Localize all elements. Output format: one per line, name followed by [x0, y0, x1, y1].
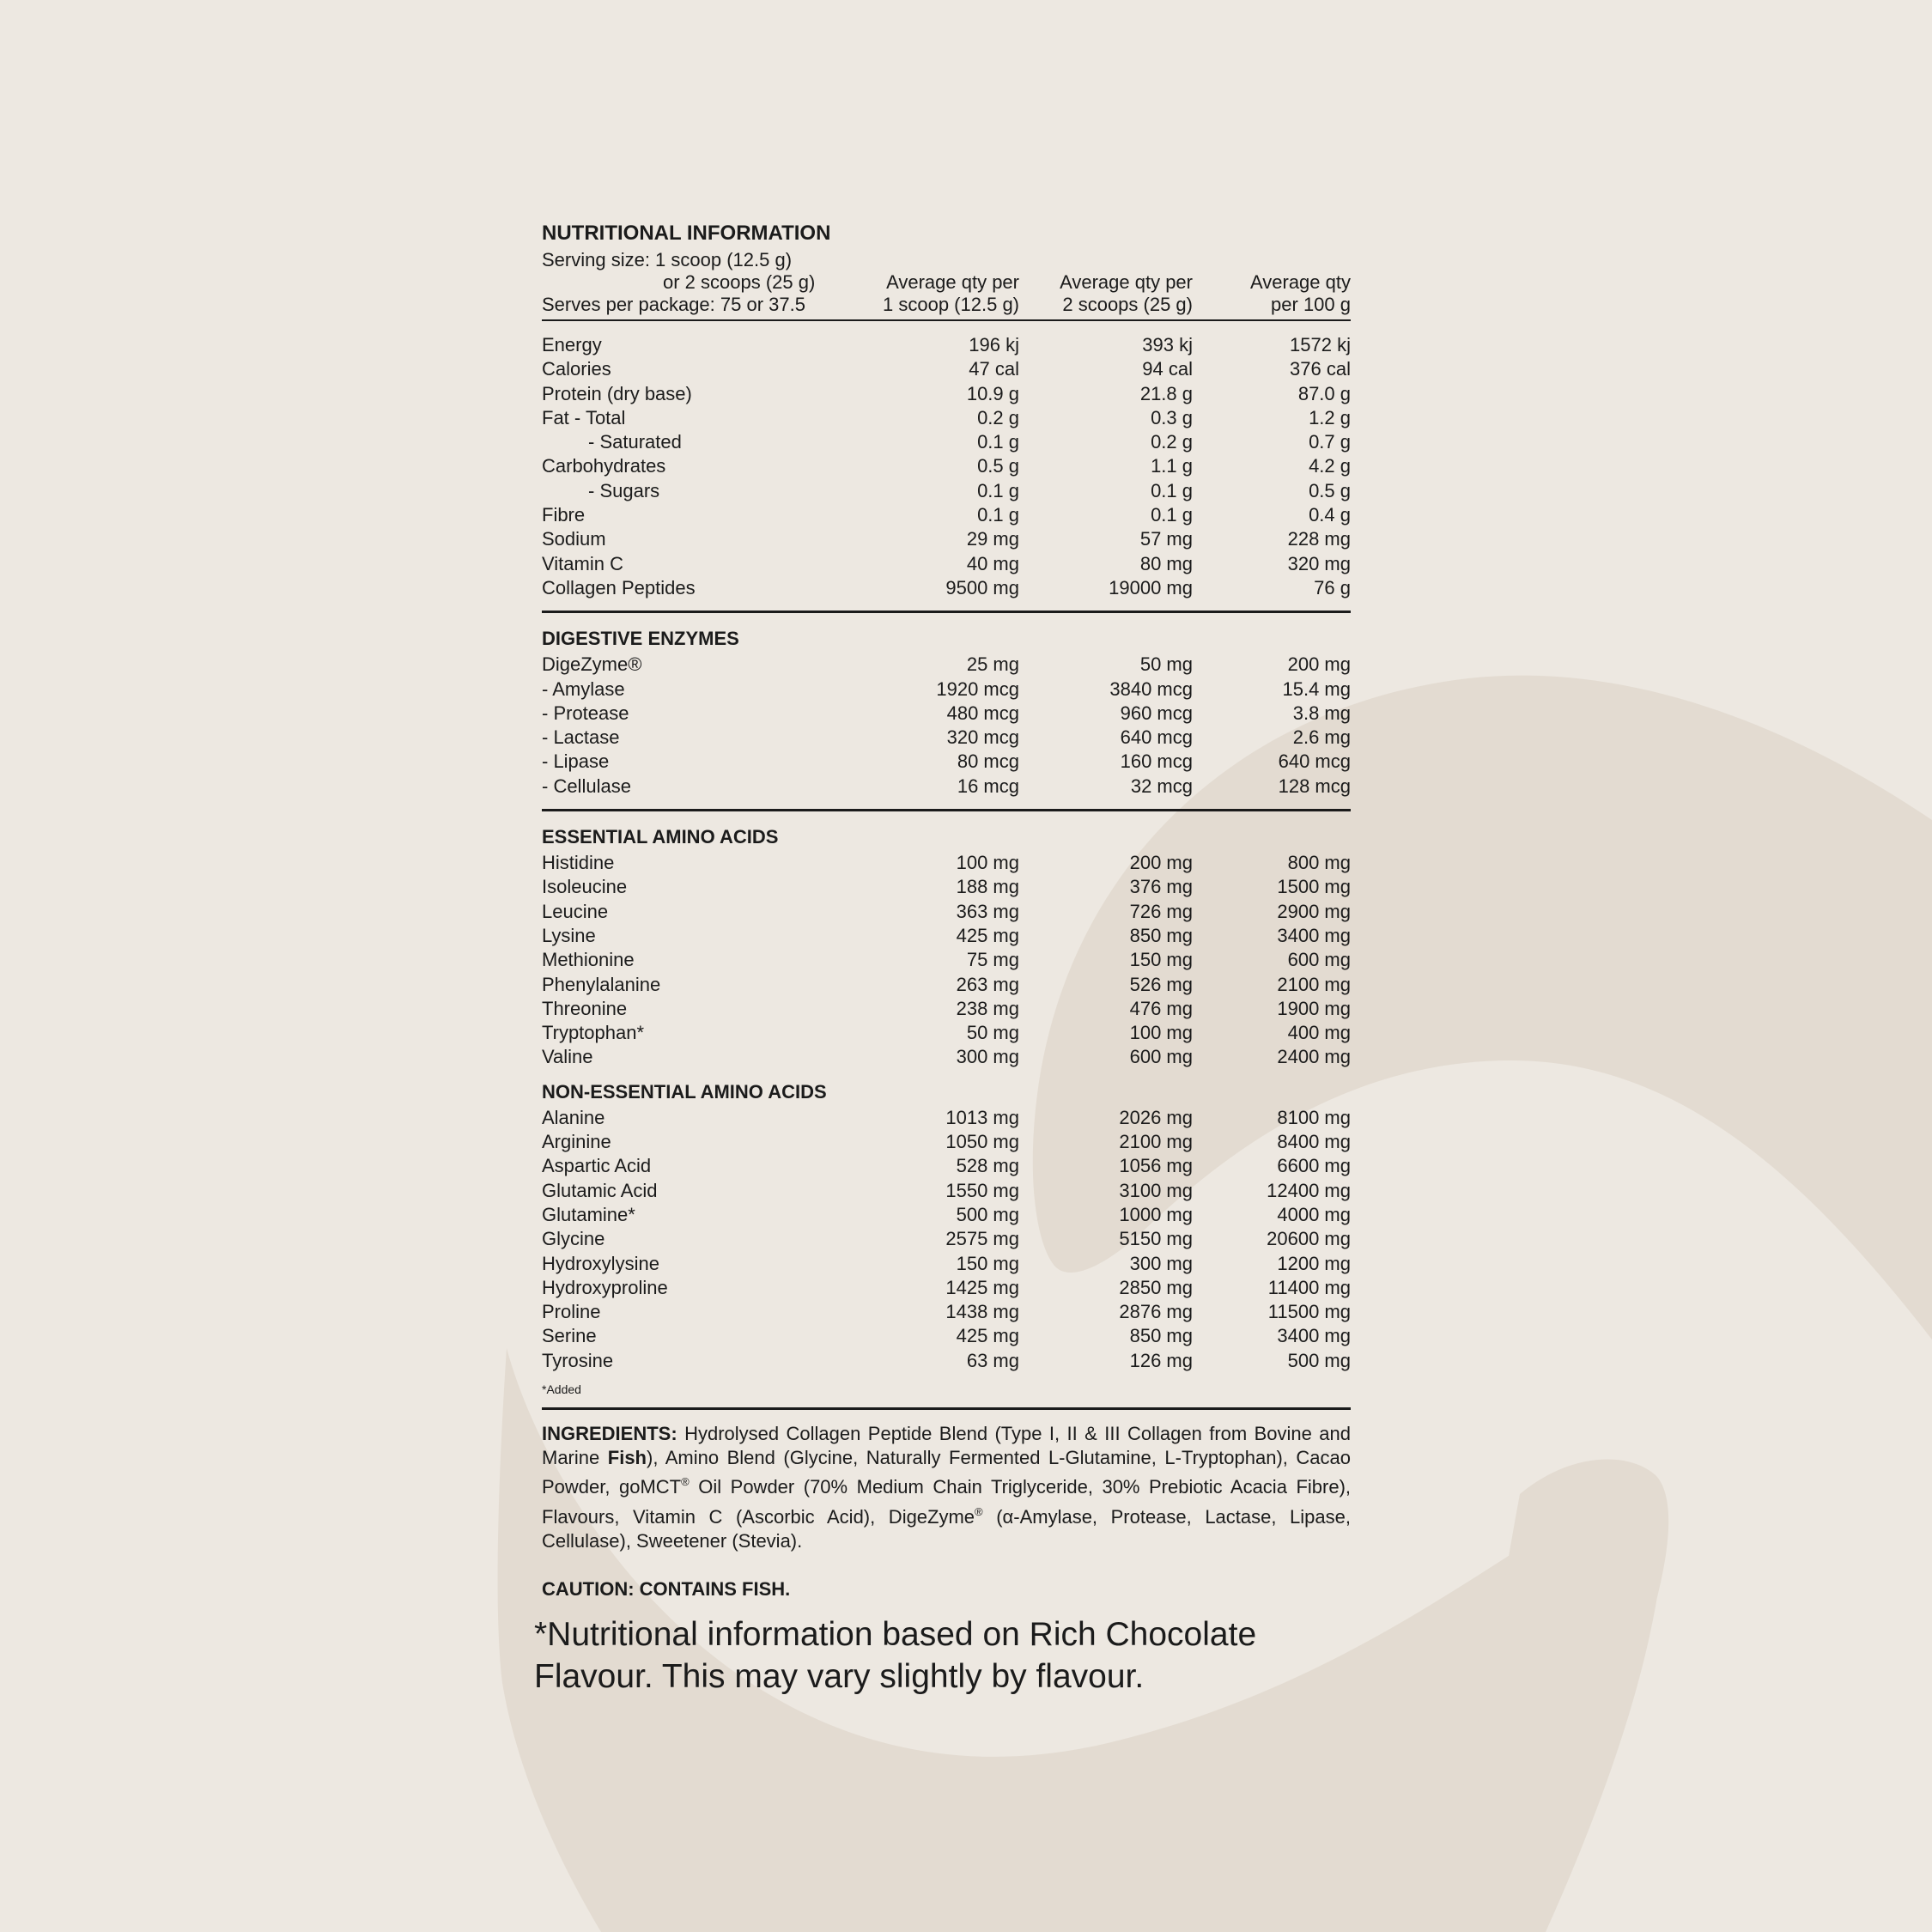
value-1-scoop: 500 mg — [956, 1203, 1019, 1225]
table-row — [542, 1179, 1351, 1203]
row-name: Tryptophan* — [542, 1022, 645, 1044]
row-name: Leucine — [542, 900, 609, 922]
value-2-scoops: 50 mg — [1139, 653, 1193, 676]
serving-info — [542, 249, 860, 316]
column-header-line: Average qty per — [1060, 271, 1193, 293]
serving-size: Serving size: 1 scoop (12.5 g) — [542, 249, 793, 270]
value-2-scoops: 0.1 g — [1151, 479, 1193, 501]
value-1-scoop: 0.5 g — [977, 455, 1019, 477]
row-name: - Saturated — [588, 431, 682, 453]
value-2-scoops: 726 mg — [1129, 900, 1193, 922]
table-row — [542, 454, 1351, 478]
nutrition-panel — [542, 222, 1351, 1601]
value-1-scoop: 29 mg — [966, 528, 1019, 550]
table-row — [542, 1300, 1351, 1324]
serves-per-package: Serves per package: 75 or 37.5 — [542, 294, 805, 315]
column-header-line: 2 scoops (25 g) — [1062, 294, 1193, 315]
value-2-scoops: 850 mg — [1129, 1325, 1193, 1347]
table-row — [542, 1252, 1351, 1276]
table-row — [542, 1276, 1351, 1300]
value-1-scoop: 528 mg — [956, 1155, 1019, 1177]
value-1-scoop: 150 mg — [956, 1252, 1019, 1274]
value-1-scoop: 16 mcg — [957, 775, 1019, 797]
value-2-scoops: 526 mg — [1129, 973, 1193, 995]
value-per-100g: 1.2 g — [1309, 406, 1351, 428]
table-row — [542, 1324, 1351, 1348]
row-name: Phenylalanine — [542, 973, 661, 995]
value-per-100g: 8100 mg — [1277, 1106, 1351, 1128]
value-1-scoop: 1920 mcg — [936, 677, 1019, 700]
column-header-per-100g — [1193, 271, 1351, 316]
value-1-scoop: 0.1 g — [977, 479, 1019, 501]
row-name: Hydroxyproline — [542, 1276, 668, 1298]
value-1-scoop: 75 mg — [966, 949, 1019, 971]
value-per-100g: 6600 mg — [1277, 1155, 1351, 1177]
value-per-100g: 11500 mg — [1267, 1301, 1351, 1323]
column-header-line: per 100 g — [1271, 294, 1351, 315]
value-2-scoops: 57 mg — [1139, 528, 1193, 550]
row-name: - Cellulase — [542, 775, 631, 797]
column-header-line: 1 scoop (12.5 g) — [883, 294, 1019, 315]
row-name: - Sugars — [588, 479, 660, 501]
value-2-scoops: 3840 mcg — [1109, 677, 1193, 700]
value-per-100g: 0.4 g — [1309, 504, 1351, 526]
value-1-scoop: 50 mg — [966, 1022, 1019, 1044]
value-2-scoops: 850 mg — [1129, 924, 1193, 946]
value-2-scoops: 100 mg — [1129, 1022, 1193, 1044]
value-per-100g: 3.8 mg — [1292, 702, 1351, 724]
value-per-100g: 4000 mg — [1277, 1203, 1351, 1225]
value-1-scoop: 80 mcg — [957, 750, 1019, 773]
value-2-scoops: 0.3 g — [1151, 406, 1193, 428]
row-name: Threonine — [542, 997, 628, 1019]
value-1-scoop: 425 mg — [956, 1325, 1019, 1347]
table-row — [542, 1349, 1351, 1373]
value-2-scoops: 2876 mg — [1119, 1301, 1193, 1323]
value-2-scoops: 1.1 g — [1151, 455, 1193, 477]
value-1-scoop: 0.2 g — [977, 406, 1019, 428]
column-header-1-scoop — [860, 271, 1019, 316]
table-row — [542, 997, 1351, 1021]
allergen-fish: Fish — [607, 1447, 647, 1469]
table-row — [542, 726, 1351, 750]
value-per-100g: 15.4 mg — [1282, 677, 1351, 700]
table-row — [542, 333, 1351, 357]
value-per-100g: 87.0 g — [1297, 382, 1351, 404]
row-name: Arginine — [542, 1131, 611, 1153]
row-name: Isoleucine — [542, 876, 628, 898]
table-row — [542, 1021, 1351, 1045]
row-name: Protein (dry base) — [542, 382, 692, 404]
value-1-scoop: 1438 mg — [945, 1301, 1019, 1323]
value-1-scoop: 2575 mg — [945, 1228, 1019, 1250]
enzyme-rows — [542, 653, 1351, 799]
row-name: Collagen Peptides — [542, 576, 696, 598]
row-name: Glutamic Acid — [542, 1179, 658, 1201]
column-header-line: Average qty — [1249, 271, 1351, 293]
value-per-100g: 228 mg — [1287, 528, 1351, 550]
value-per-100g: 320 mg — [1287, 552, 1351, 574]
table-row — [542, 1130, 1351, 1154]
row-name: Aspartic Acid — [542, 1155, 652, 1177]
value-per-100g: 4.2 g — [1309, 455, 1351, 477]
row-name: Valine — [542, 1046, 593, 1068]
row-name: Carbohydrates — [542, 455, 666, 477]
value-per-100g: 640 mcg — [1278, 750, 1351, 773]
table-row — [542, 775, 1351, 799]
row-name: - Lactase — [542, 726, 620, 749]
table-row — [542, 973, 1351, 997]
value-1-scoop: 196 kj — [969, 334, 1019, 355]
value-1-scoop: 0.1 g — [977, 504, 1019, 526]
value-2-scoops: 300 mg — [1129, 1252, 1193, 1274]
table-row — [542, 552, 1351, 576]
row-name: - Protease — [542, 702, 629, 724]
value-2-scoops: 1000 mg — [1119, 1203, 1193, 1225]
value-per-100g: 1572 kj — [1290, 334, 1351, 355]
value-1-scoop: 1013 mg — [945, 1106, 1019, 1128]
footnote-line: *Nutritional information based on Rich Chocolate — [534, 1616, 1257, 1653]
table-row — [542, 948, 1351, 972]
value-per-100g: 12400 mg — [1267, 1179, 1351, 1201]
column-header-line: Average qty per — [886, 271, 1019, 293]
enzymes-section — [542, 611, 1351, 799]
value-per-100g: 2900 mg — [1277, 900, 1351, 922]
column-header-2-scoops — [1019, 271, 1193, 316]
value-1-scoop: 40 mg — [966, 552, 1019, 574]
ingredients-part: Hydrolysed Collagen Peptide Blend (Type I, II & III Collagen from Bovine and Marine — [542, 1422, 1351, 1469]
value-per-100g: 0.5 g — [1309, 479, 1351, 501]
value-per-100g: 3400 mg — [1277, 1325, 1351, 1347]
row-name: Glycine — [542, 1228, 605, 1250]
value-2-scoops: 21.8 g — [1139, 382, 1193, 404]
value-2-scoops: 126 mg — [1129, 1349, 1193, 1371]
row-name: Histidine — [542, 852, 615, 874]
value-1-scoop: 363 mg — [956, 900, 1019, 922]
table-row — [542, 1203, 1351, 1227]
table-row — [542, 527, 1351, 551]
value-per-100g: 2400 mg — [1277, 1046, 1351, 1068]
value-1-scoop: 1050 mg — [945, 1131, 1019, 1153]
table-row — [542, 702, 1351, 726]
ingredients-part: (α-Amylase, Protease, Lactase, Lipase, Cellulase), Sweetener (Stevia). — [542, 1505, 1351, 1552]
value-1-scoop: 10.9 g — [966, 382, 1019, 404]
value-per-100g: 2.6 mg — [1292, 726, 1351, 749]
table-row — [542, 1106, 1351, 1130]
row-name: DigeZyme® — [542, 653, 642, 676]
added-note: *Added — [542, 1382, 581, 1396]
value-2-scoops: 200 mg — [1129, 852, 1193, 874]
value-1-scoop: 480 mcg — [946, 702, 1019, 724]
table-row — [542, 924, 1351, 948]
value-2-scoops: 3100 mg — [1119, 1179, 1193, 1201]
table-row — [542, 406, 1351, 430]
value-per-100g: 8400 mg — [1277, 1131, 1351, 1153]
essential-amino-rows — [542, 851, 1351, 1070]
value-2-scoops: 150 mg — [1129, 949, 1193, 971]
value-2-scoops: 476 mg — [1129, 997, 1193, 1019]
value-per-100g: 600 mg — [1287, 949, 1351, 971]
essential-amino-section — [542, 809, 1351, 1070]
row-name: Fat - Total — [542, 406, 626, 428]
value-per-100g: 128 mcg — [1278, 775, 1351, 797]
table-row — [542, 1154, 1351, 1178]
nutrition-rows — [542, 321, 1351, 600]
table-row — [542, 357, 1351, 381]
value-1-scoop: 238 mg — [956, 997, 1019, 1019]
row-name: Lysine — [542, 924, 596, 946]
value-2-scoops: 2026 mg — [1119, 1106, 1193, 1128]
value-per-100g: 20600 mg — [1267, 1228, 1351, 1250]
row-name: Proline — [542, 1301, 601, 1323]
value-1-scoop: 425 mg — [956, 924, 1019, 946]
value-per-100g: 500 mg — [1287, 1349, 1351, 1371]
value-2-scoops: 2100 mg — [1119, 1131, 1193, 1153]
registered-mark: ® — [975, 1504, 983, 1518]
value-1-scoop: 0.1 g — [977, 431, 1019, 453]
table-row — [542, 1045, 1351, 1069]
footnote-line: Flavour. This may vary slightly by flavour. — [534, 1658, 1145, 1695]
non-essential-amino-title: NON-ESSENTIAL AMINO ACIDS — [542, 1080, 827, 1103]
value-per-100g: 11400 mg — [1267, 1276, 1351, 1298]
value-2-scoops: 600 mg — [1129, 1046, 1193, 1068]
table-row — [542, 653, 1351, 677]
nutrition-title: NUTRITIONAL INFORMATION — [542, 222, 831, 245]
value-1-scoop: 300 mg — [956, 1046, 1019, 1068]
row-name: Fibre — [542, 504, 586, 526]
row-name: Vitamin C — [542, 552, 623, 574]
table-row — [542, 851, 1351, 875]
value-1-scoop: 47 cal — [969, 358, 1019, 380]
ingredients-label: INGREDIENTS: — [542, 1422, 677, 1444]
value-per-100g: 1500 mg — [1277, 876, 1351, 898]
row-name: Serine — [542, 1325, 597, 1347]
table-row — [542, 900, 1351, 924]
value-2-scoops: 160 mcg — [1120, 750, 1193, 773]
row-name: Alanine — [542, 1106, 605, 1128]
row-name: Hydroxylysine — [542, 1252, 659, 1274]
value-1-scoop: 1550 mg — [945, 1179, 1019, 1201]
row-name: Energy — [542, 334, 602, 355]
row-name: Tyrosine — [542, 1349, 614, 1371]
value-1-scoop: 320 mcg — [946, 726, 1019, 749]
flavour-footnote — [534, 1613, 1393, 1698]
value-per-100g: 76 g — [1314, 576, 1351, 598]
value-2-scoops: 640 mcg — [1120, 726, 1193, 749]
table-row — [542, 1227, 1351, 1251]
row-name: Calories — [542, 358, 611, 380]
value-per-100g: 1900 mg — [1277, 997, 1351, 1019]
value-per-100g: 376 cal — [1290, 358, 1351, 380]
row-name: - Amylase — [542, 677, 625, 700]
table-row — [542, 677, 1351, 702]
row-name: Sodium — [542, 528, 606, 550]
value-per-100g: 0.7 g — [1309, 431, 1351, 453]
row-name: Methionine — [542, 949, 635, 971]
value-2-scoops: 0.1 g — [1151, 504, 1193, 526]
table-row — [542, 503, 1351, 527]
value-per-100g: 800 mg — [1287, 852, 1351, 874]
table-row — [542, 576, 1351, 600]
row-name: - Lipase — [542, 750, 610, 773]
ingredients-part: ), Amino Blend (Glycine, Naturally Fermented L-Glutamine, L-Tryptophan), Cacao Powder, goMCT — [542, 1447, 1351, 1498]
value-per-100g: 1200 mg — [1277, 1252, 1351, 1274]
value-1-scoop: 100 mg — [956, 852, 1019, 874]
value-1-scoop: 63 mg — [966, 1349, 1019, 1371]
value-2-scoops: 94 cal — [1142, 358, 1193, 380]
value-per-100g: 400 mg — [1287, 1022, 1351, 1044]
serving-alt: or 2 scoops (25 g) — [663, 271, 816, 293]
value-1-scoop: 25 mg — [966, 653, 1019, 676]
value-per-100g: 3400 mg — [1277, 924, 1351, 946]
value-2-scoops: 0.2 g — [1151, 431, 1193, 453]
table-row — [542, 479, 1351, 503]
row-name: Glutamine* — [542, 1203, 635, 1225]
registered-mark: ® — [681, 1475, 690, 1489]
table-row — [542, 382, 1351, 406]
value-2-scoops: 32 mcg — [1130, 775, 1193, 797]
ingredients-text — [542, 1407, 1351, 1553]
essential-amino-title: ESSENTIAL AMINO ACIDS — [542, 826, 779, 848]
non-essential-amino-section — [542, 1080, 1351, 1373]
value-2-scoops: 5150 mg — [1119, 1228, 1193, 1250]
non-essential-amino-rows — [542, 1106, 1351, 1373]
ingredients-part: Oil Powder (70% Medium Chain Triglyceride, 30% Prebiotic Acacia Fibre), Flavours, Vitamin C (Ascorbic Acid), DigeZyme — [542, 1476, 1352, 1528]
value-2-scoops: 960 mcg — [1120, 702, 1193, 724]
caution-text: CAUTION: CONTAINS FISH. — [542, 1578, 791, 1600]
value-1-scoop: 263 mg — [956, 973, 1019, 995]
table-row — [542, 750, 1351, 774]
table-header — [542, 249, 1351, 321]
value-2-scoops: 2850 mg — [1119, 1276, 1193, 1298]
value-2-scoops: 19000 mg — [1109, 576, 1193, 598]
value-per-100g: 200 mg — [1287, 653, 1351, 676]
value-2-scoops: 80 mg — [1139, 552, 1193, 574]
value-2-scoops: 393 kj — [1142, 334, 1193, 355]
table-row — [542, 430, 1351, 454]
value-2-scoops: 1056 mg — [1119, 1155, 1193, 1177]
value-per-100g: 2100 mg — [1277, 973, 1351, 995]
value-1-scoop: 9500 mg — [945, 576, 1019, 598]
enzymes-title: DIGESTIVE ENZYMES — [542, 628, 739, 650]
value-1-scoop: 188 mg — [956, 876, 1019, 898]
value-1-scoop: 1425 mg — [945, 1276, 1019, 1298]
table-row — [542, 875, 1351, 899]
value-2-scoops: 376 mg — [1129, 876, 1193, 898]
